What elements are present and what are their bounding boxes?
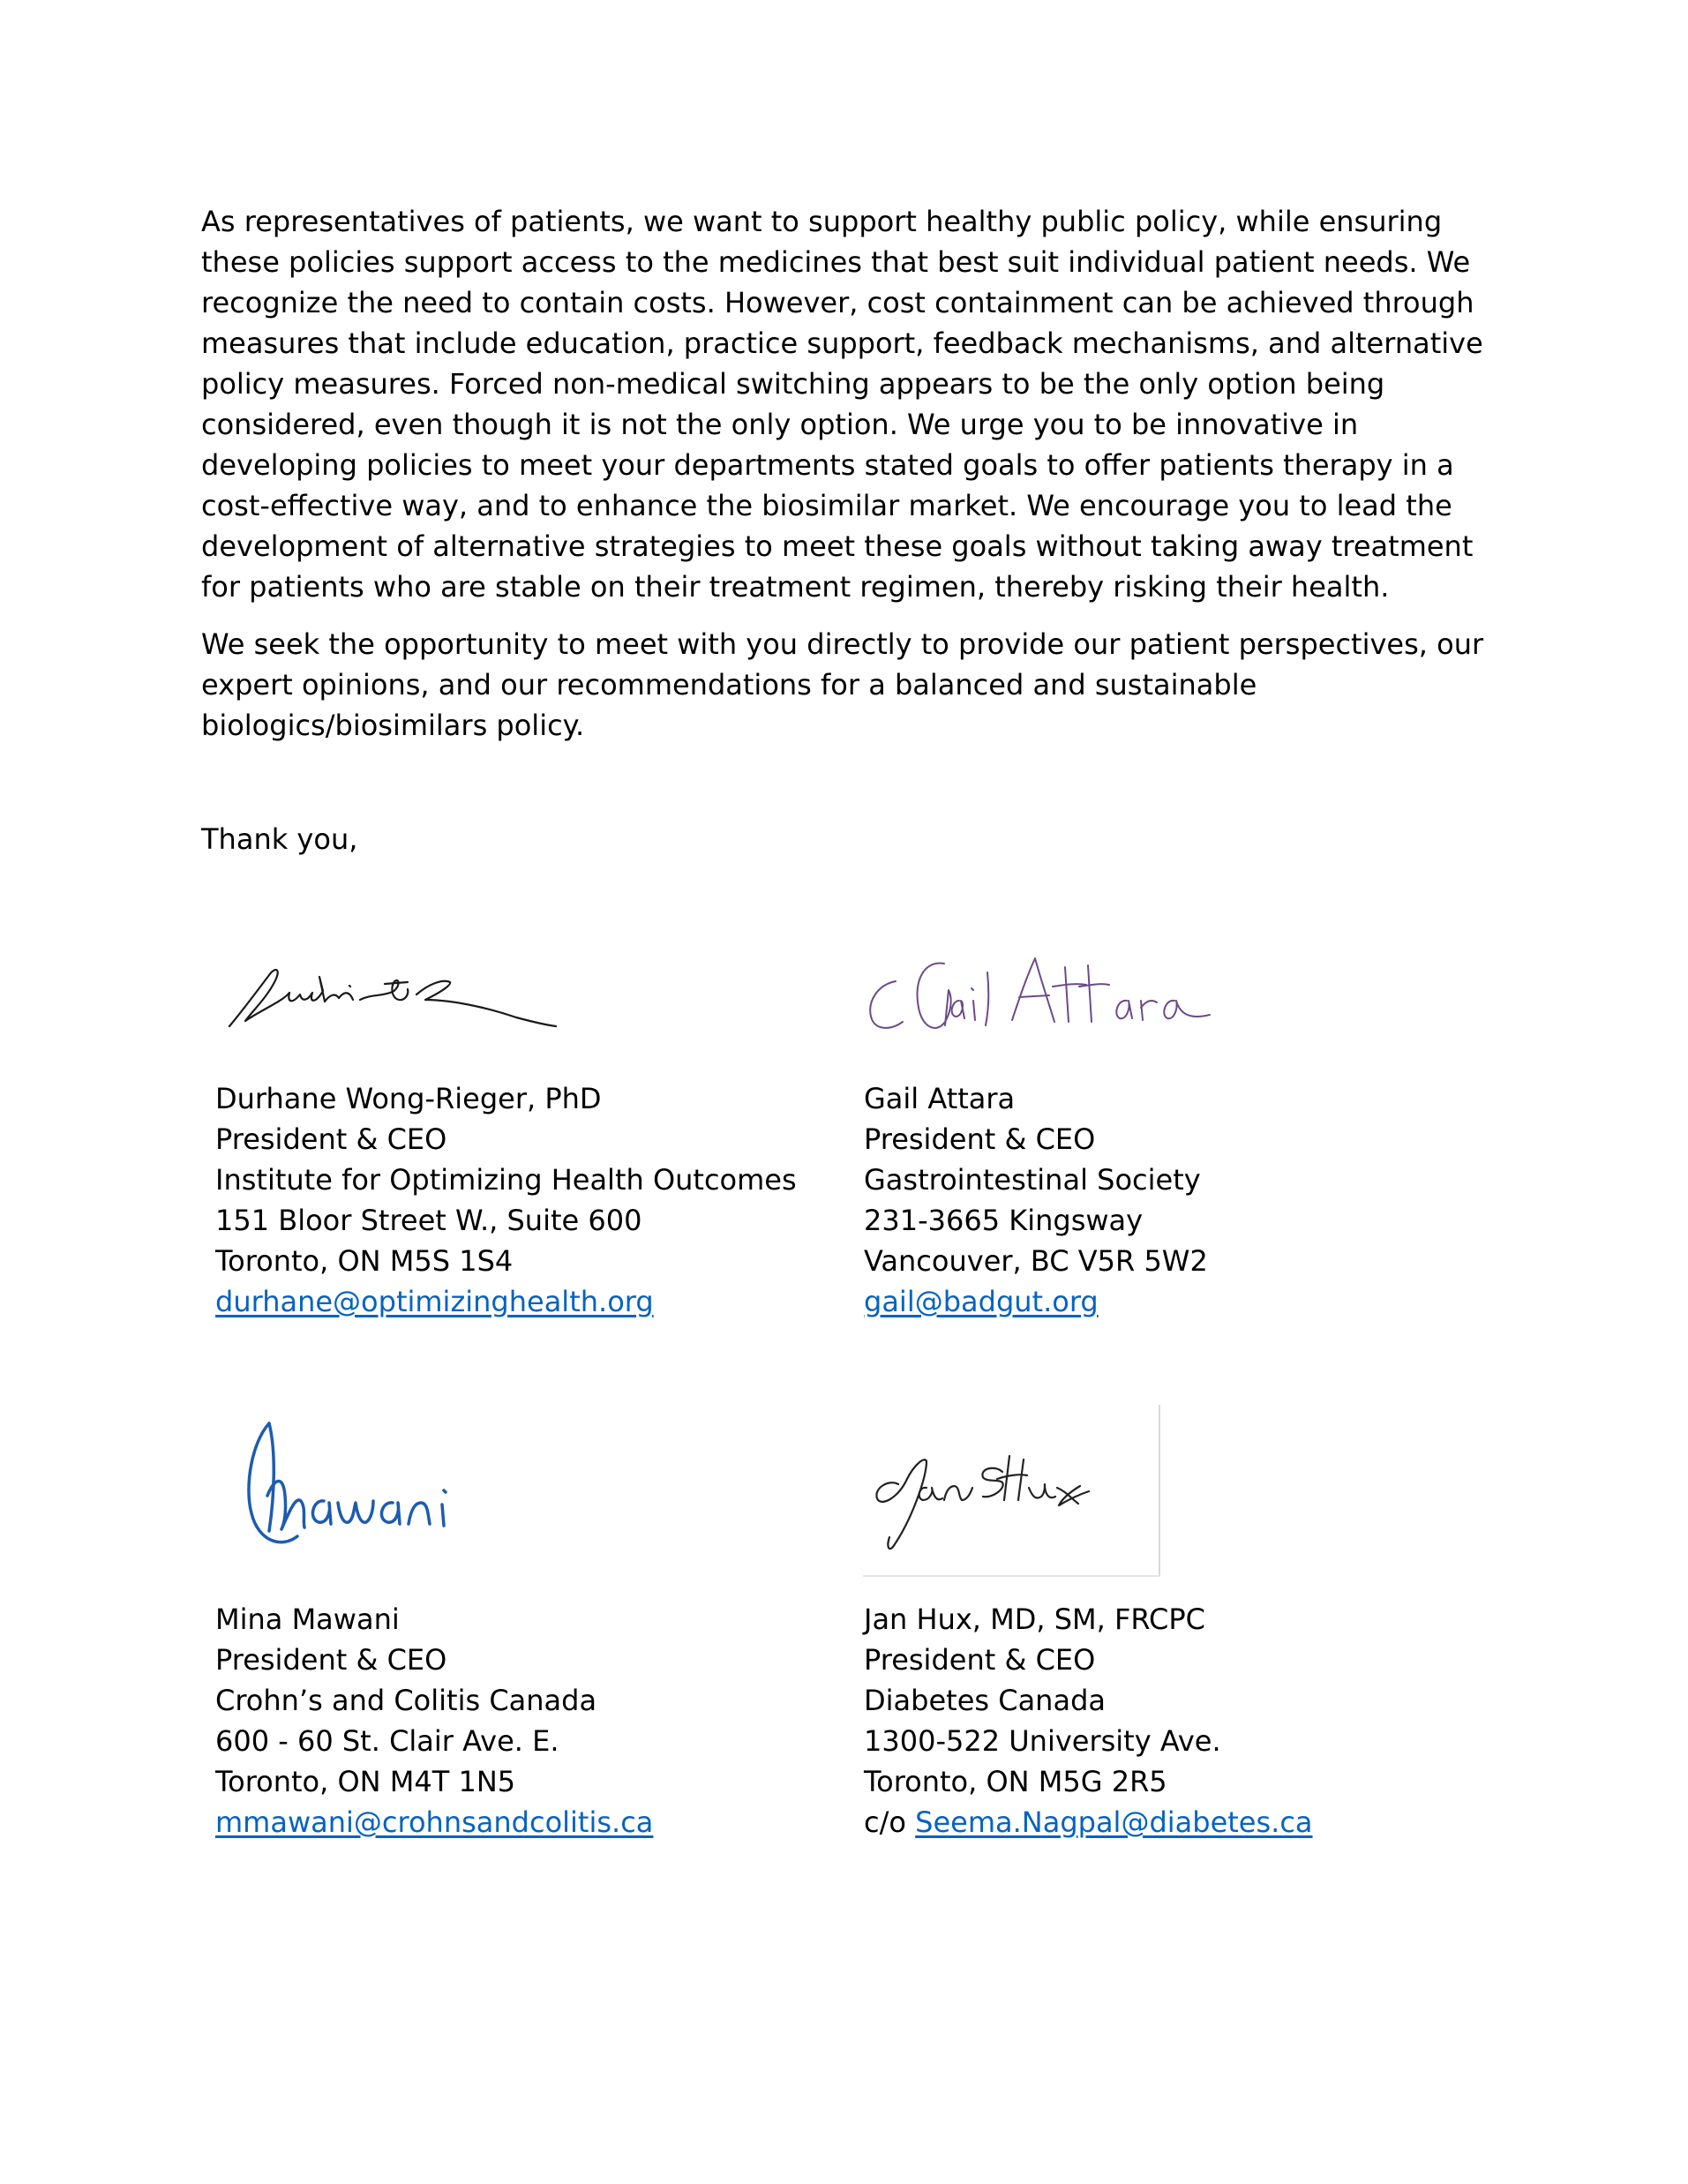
signatory-title: President & CEO [215,1643,447,1677]
signatory-address-line-1: 231-3665 Kingsway [864,1204,1144,1237]
signatory-block-hux [864,1599,1534,1843]
email-link[interactable]: mmawani@crohnsandcolitis.ca [215,1805,654,1839]
signature-image-hux [863,1403,1163,1580]
paragraph-text: As representatives of patients, we want to support healthy public policy, while ensuring these policies support access to the medicines that best suit individual patient needs. We recognize the need to contain costs. However, cost containment can be achieved through measures that include education, practice support, feedback mechanisms, and alternative policy measures. Forced non-medical switching appears to be the only option being considered, even though it is not the only option. We urge you to be innovative in developing policies to meet your departments stated goals to offer patients therapy in a cost-effective way, and to enhance the biosimilar market. We encourage you to lead the development of alternative strategies to meet these goals without taking away treatment for patients who are stable on their treatment regimen, thereby risking their health. [201,205,1483,604]
signatory-address-line-1: 151 Bloor Street W., Suite 600 [215,1204,642,1237]
paragraph-text: We seek the opportunity to meet with you directly to provide our patient perspectives, our expert opinions, and our recommendations for a balanced and sustainable biologics/biosimilars policy. [201,627,1484,742]
signatory-name: Mina Mawani [215,1602,400,1636]
signatory-title: President & CEO [215,1122,447,1156]
signatory-email-row [864,1281,1534,1322]
letter-paragraph-2 [201,624,1498,746]
signatory-organization: Gastrointestinal Society [864,1163,1201,1197]
email-prefix: c/o [864,1805,916,1839]
signature-image-durhane [221,957,565,1037]
signatory-address-line-2: Toronto, ON M5G 2R5 [864,1765,1167,1798]
signatory-email-row [215,1281,886,1322]
signature-image-mawani [243,1416,472,1557]
signatory-email-row [864,1802,1534,1843]
closing-text: Thank you, [201,822,358,856]
signatory-name: Jan Hux, MD, SM, FRCPC [864,1602,1206,1636]
signature-image-gail [860,946,1231,1043]
email-link[interactable]: durhane@optimizinghealth.org [215,1285,654,1318]
signatory-address-line-1: 1300-522 University Ave. [864,1724,1221,1758]
signatory-name: Durhane Wong-Rieger, PhD [215,1082,602,1115]
signatory-address-line-2: Toronto, ON M5S 1S4 [215,1244,514,1278]
signatory-block-durhane [215,1078,886,1322]
letter-paragraph-1 [201,201,1498,607]
email-link[interactable]: gail@badgut.org [864,1285,1099,1318]
signatory-block-mawani [215,1599,886,1843]
signatory-organization: Crohn’s and Colitis Canada [215,1684,597,1717]
signatory-title: President & CEO [864,1643,1096,1677]
email-link[interactable]: Seema.Nagpal@diabetes.ca [915,1805,1313,1839]
letter-closing [201,819,1498,859]
signatory-email-row [215,1802,886,1843]
signatory-address-line-1: 600 - 60 St. Clair Ave. E. [215,1724,559,1758]
signatory-title: President & CEO [864,1122,1096,1156]
signatory-name: Gail Attara [864,1082,1016,1115]
signatory-organization: Institute for Optimizing Health Outcomes [215,1163,797,1197]
signatory-block-gail [864,1078,1534,1322]
signatory-organization: Diabetes Canada [864,1684,1106,1717]
signatory-address-line-2: Vancouver, BC V5R 5W2 [864,1244,1208,1278]
signatory-address-line-2: Toronto, ON M4T 1N5 [215,1765,516,1798]
